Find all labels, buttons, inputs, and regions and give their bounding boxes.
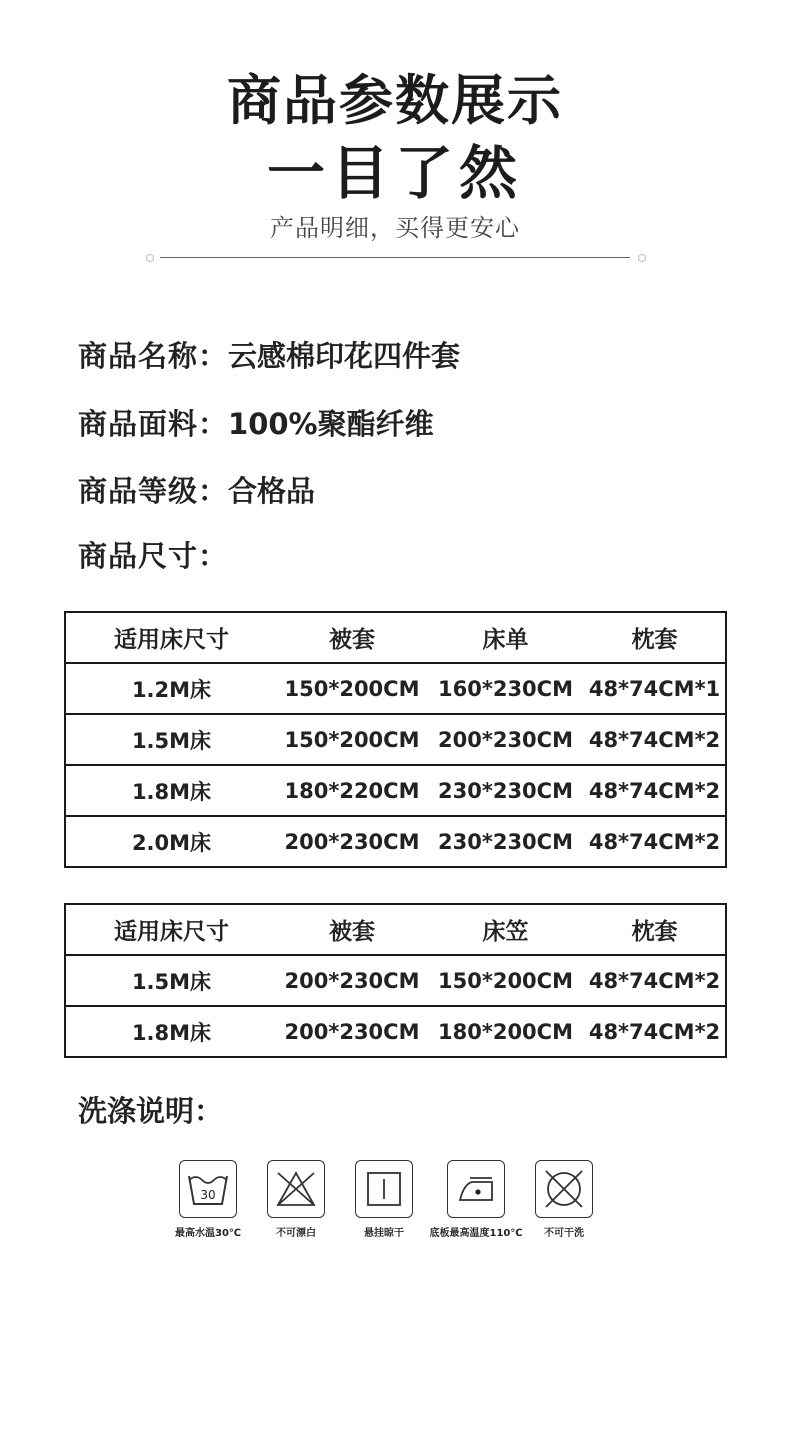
table-row <box>65 1006 726 1057</box>
cell-pillowcase: 48*74CM*2 <box>584 816 726 867</box>
product-name-row <box>78 334 460 375</box>
care-label: 不可干洗 <box>544 1228 584 1239</box>
product-fabric-label: 商品面料： <box>78 407 229 441</box>
cell-duvet-cover: 180*220CM <box>277 765 427 816</box>
cell-sheet: 230*230CM <box>427 765 584 816</box>
care-label: 最高水温30℃ <box>174 1228 242 1239</box>
header-pillowcase: 枕套 <box>584 904 726 955</box>
cell-pillowcase: 48*74CM*2 <box>584 765 726 816</box>
cell-sheet: 200*230CM <box>427 714 584 765</box>
care-label: 悬挂晾干 <box>364 1228 404 1239</box>
header-bed-size: 适用床尺寸 <box>65 904 277 955</box>
table-row <box>65 663 726 714</box>
header-duvet-cover: 被套 <box>277 612 427 663</box>
no-bleach-icon <box>267 1160 325 1218</box>
table-row <box>65 816 726 867</box>
table-header-row <box>65 612 726 663</box>
header-duvet-cover: 被套 <box>277 904 427 955</box>
cell-fitted-sheet: 180*200CM <box>427 1006 584 1057</box>
cell-pillowcase: 48*74CM*1 <box>584 663 726 714</box>
cell-duvet-cover: 150*200CM <box>277 714 427 765</box>
table-row <box>65 765 726 816</box>
header-sheet: 床单 <box>427 612 584 663</box>
no-dry-clean-icon <box>535 1160 593 1218</box>
care-item-no-dry-clean <box>504 1160 624 1239</box>
size-table-sheet <box>64 611 727 868</box>
cell-bed-size: 1.8M床 <box>65 765 277 816</box>
table-header-row <box>65 904 726 955</box>
divider <box>160 257 630 258</box>
cell-bed-size: 1.5M床 <box>65 714 277 765</box>
cell-sheet: 230*230CM <box>427 816 584 867</box>
cell-duvet-cover: 200*230CM <box>277 1006 427 1057</box>
page-subtitle: 产品明细，买得更安心 <box>270 214 520 242</box>
product-name-value: 云感棉印花四件套 <box>228 339 461 373</box>
cell-bed-size: 1.5M床 <box>65 955 277 1006</box>
product-size-row <box>78 534 228 575</box>
hang-dry-icon <box>355 1160 413 1218</box>
product-grade-label: 商品等级： <box>78 474 229 508</box>
header-bed-size: 适用床尺寸 <box>65 612 277 663</box>
iron-110-icon <box>447 1160 505 1218</box>
table-row <box>65 955 726 1006</box>
cell-pillowcase: 48*74CM*2 <box>584 1006 726 1057</box>
page-title-line1: 商品参数展示 <box>227 69 563 132</box>
product-grade-value: 合格品 <box>228 474 316 508</box>
cell-duvet-cover: 200*230CM <box>277 816 427 867</box>
cell-bed-size: 2.0M床 <box>65 816 277 867</box>
table-row <box>65 714 726 765</box>
header-fitted-sheet: 床笠 <box>427 904 584 955</box>
cell-bed-size: 1.8M床 <box>65 1006 277 1057</box>
cell-fitted-sheet: 150*200CM <box>427 955 584 1006</box>
cell-pillowcase: 48*74CM*2 <box>584 955 726 1006</box>
cell-sheet: 160*230CM <box>427 663 584 714</box>
divider-dot-right <box>638 254 646 262</box>
wash-heading: 洗涤说明： <box>78 1094 224 1128</box>
page-title-line2: 一目了然 <box>266 139 523 207</box>
header-pillowcase: 枕套 <box>584 612 726 663</box>
cell-bed-size: 1.2M床 <box>65 663 277 714</box>
cell-duvet-cover: 150*200CM <box>277 663 427 714</box>
cell-duvet-cover: 200*230CM <box>277 955 427 1006</box>
product-size-label: 商品尺寸： <box>78 539 229 573</box>
product-name-label: 商品名称： <box>78 339 229 373</box>
product-grade-row <box>78 469 315 510</box>
size-table-fitted-sheet <box>64 903 727 1058</box>
care-label: 底板最高温度110℃ <box>429 1228 523 1239</box>
divider-dot-left <box>146 254 154 262</box>
wash-temp-text: 30 <box>200 1188 216 1202</box>
care-instructions <box>0 1160 790 1250</box>
cell-pillowcase: 48*74CM*2 <box>584 714 726 765</box>
product-fabric-value: 100%聚酯纤维 <box>228 407 434 441</box>
care-label: 不可漂白 <box>276 1228 316 1239</box>
wash-30-icon <box>179 1160 237 1218</box>
product-fabric-row <box>78 402 434 443</box>
